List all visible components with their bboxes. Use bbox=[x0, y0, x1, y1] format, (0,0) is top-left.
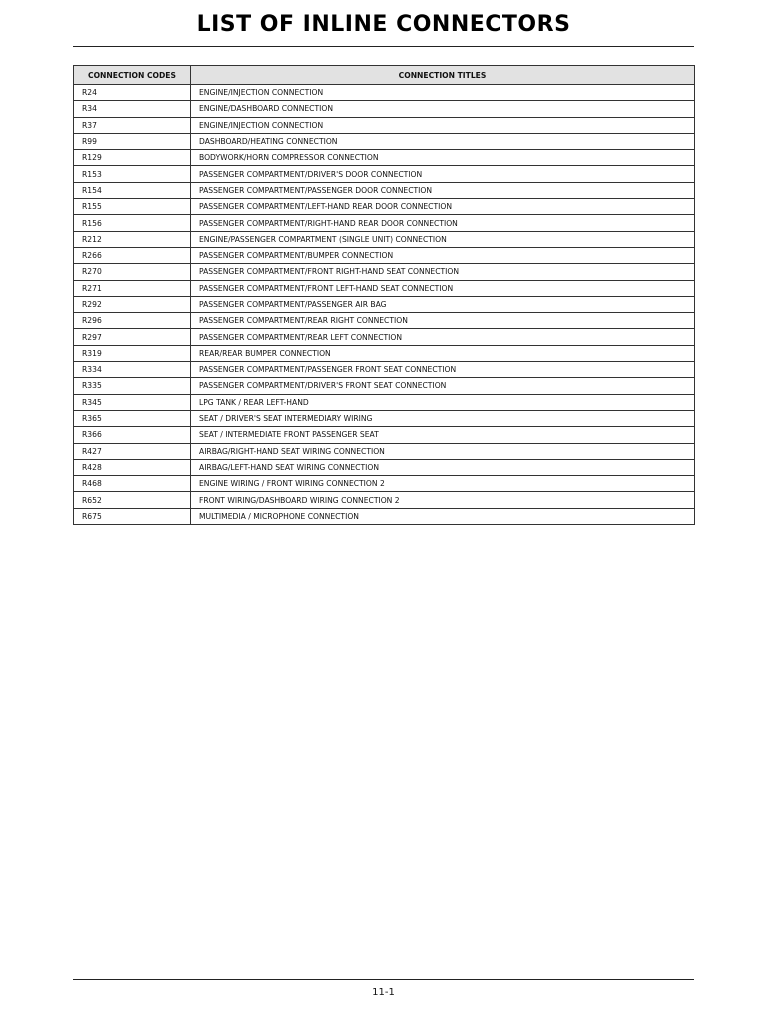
table-row bbox=[74, 117, 695, 133]
table-row bbox=[74, 313, 695, 329]
connection-code-cell: R154 bbox=[74, 182, 191, 198]
connection-title-cell: ENGINE WIRING / FRONT WIRING CONNECTION 2 bbox=[191, 476, 695, 492]
table-row bbox=[74, 166, 695, 182]
connection-code-cell: R24 bbox=[74, 85, 191, 101]
title-divider bbox=[73, 46, 694, 47]
table-row bbox=[74, 150, 695, 166]
connection-title-cell: AIRBAG/LEFT-HAND SEAT WIRING CONNECTION bbox=[191, 459, 695, 475]
connection-code-cell: R212 bbox=[74, 231, 191, 247]
connection-code-cell: R271 bbox=[74, 280, 191, 296]
table-header-row bbox=[74, 66, 695, 85]
table-row bbox=[74, 492, 695, 508]
connection-title-cell: PASSENGER COMPARTMENT/REAR RIGHT CONNECTION bbox=[191, 313, 695, 329]
connection-title-cell: BODYWORK/HORN COMPRESSOR CONNECTION bbox=[191, 150, 695, 166]
table-body bbox=[74, 85, 695, 525]
footer-divider bbox=[73, 979, 694, 980]
page-number: 11-1 bbox=[372, 987, 395, 998]
table-row bbox=[74, 264, 695, 280]
table-row bbox=[74, 459, 695, 475]
connection-code-cell: R37 bbox=[74, 117, 191, 133]
connection-title-cell: PASSENGER COMPARTMENT/LEFT-HAND REAR DOOR CONNECTION bbox=[191, 199, 695, 215]
connection-code-cell: R427 bbox=[74, 443, 191, 459]
connection-code-cell: R297 bbox=[74, 329, 191, 345]
connection-title-cell: PASSENGER COMPARTMENT/FRONT RIGHT-HAND SEAT CONNECTION bbox=[191, 264, 695, 280]
connection-code-cell: R345 bbox=[74, 394, 191, 410]
page-title: LIST OF INLINE CONNECTORS bbox=[196, 12, 571, 37]
table-row bbox=[74, 101, 695, 117]
connection-title-cell: SEAT / INTERMEDIATE FRONT PASSENGER SEAT bbox=[191, 427, 695, 443]
connection-title-cell: PASSENGER COMPARTMENT/RIGHT-HAND REAR DOOR CONNECTION bbox=[191, 215, 695, 231]
connection-title-cell: PASSENGER COMPARTMENT/DRIVER'S FRONT SEAT CONNECTION bbox=[191, 378, 695, 394]
connection-code-cell: R296 bbox=[74, 313, 191, 329]
table-row bbox=[74, 427, 695, 443]
connection-title-cell: PASSENGER COMPARTMENT/DRIVER'S DOOR CONNECTION bbox=[191, 166, 695, 182]
connection-code-cell: R266 bbox=[74, 247, 191, 263]
table-row bbox=[74, 280, 695, 296]
table-row bbox=[74, 215, 695, 231]
connection-title-cell: PASSENGER COMPARTMENT/REAR LEFT CONNECTION bbox=[191, 329, 695, 345]
connection-title-cell: ENGINE/INJECTION CONNECTION bbox=[191, 85, 695, 101]
table-row bbox=[74, 508, 695, 524]
connection-code-cell: R292 bbox=[74, 296, 191, 312]
connection-title-cell: FRONT WIRING/DASHBOARD WIRING CONNECTION 2 bbox=[191, 492, 695, 508]
connection-code-cell: R335 bbox=[74, 378, 191, 394]
connection-code-cell: R34 bbox=[74, 101, 191, 117]
connection-code-cell: R652 bbox=[74, 492, 191, 508]
connection-title-cell: SEAT / DRIVER'S SEAT INTERMEDIARY WIRING bbox=[191, 410, 695, 426]
table-row bbox=[74, 296, 695, 312]
table-row bbox=[74, 85, 695, 101]
connection-title-cell: DASHBOARD/HEATING CONNECTION bbox=[191, 133, 695, 149]
table-header bbox=[74, 66, 695, 85]
connection-code-cell: R156 bbox=[74, 215, 191, 231]
table-row bbox=[74, 362, 695, 378]
table-row bbox=[74, 247, 695, 263]
connection-code-cell: R155 bbox=[74, 199, 191, 215]
table-row bbox=[74, 199, 695, 215]
connection-title-cell: PASSENGER COMPARTMENT/PASSENGER FRONT SEAT CONNECTION bbox=[191, 362, 695, 378]
connection-title-cell: MULTIMEDIA / MICROPHONE CONNECTION bbox=[191, 508, 695, 524]
connection-title-cell: REAR/REAR BUMPER CONNECTION bbox=[191, 345, 695, 361]
column-header-connection-codes: CONNECTION CODES bbox=[74, 66, 191, 85]
connection-code-cell: R366 bbox=[74, 427, 191, 443]
table-row bbox=[74, 378, 695, 394]
connection-code-cell: R319 bbox=[74, 345, 191, 361]
connection-title-cell: ENGINE/DASHBOARD CONNECTION bbox=[191, 101, 695, 117]
connection-code-cell: R468 bbox=[74, 476, 191, 492]
table-row bbox=[74, 329, 695, 345]
connection-title-cell: PASSENGER COMPARTMENT/PASSENGER DOOR CONNECTION bbox=[191, 182, 695, 198]
table-row bbox=[74, 345, 695, 361]
connection-code-cell: R334 bbox=[74, 362, 191, 378]
table-row bbox=[74, 394, 695, 410]
connection-code-cell: R153 bbox=[74, 166, 191, 182]
connection-code-cell: R675 bbox=[74, 508, 191, 524]
connection-title-cell: ENGINE/PASSENGER COMPARTMENT (SINGLE UNIT) CONNECTION bbox=[191, 231, 695, 247]
connection-title-cell: PASSENGER COMPARTMENT/PASSENGER AIR BAG bbox=[191, 296, 695, 312]
connection-title-cell: ENGINE/INJECTION CONNECTION bbox=[191, 117, 695, 133]
table-row bbox=[74, 231, 695, 247]
connection-title-cell: LPG TANK / REAR LEFT-HAND bbox=[191, 394, 695, 410]
connection-code-cell: R129 bbox=[74, 150, 191, 166]
connector-table bbox=[73, 65, 695, 525]
column-header-connection-titles: CONNECTION TITLES bbox=[191, 66, 695, 85]
connection-title-cell: PASSENGER COMPARTMENT/FRONT LEFT-HAND SEAT CONNECTION bbox=[191, 280, 695, 296]
table-row bbox=[74, 443, 695, 459]
table-row bbox=[74, 182, 695, 198]
table-row bbox=[74, 133, 695, 149]
connection-code-cell: R99 bbox=[74, 133, 191, 149]
connection-code-cell: R428 bbox=[74, 459, 191, 475]
connection-code-cell: R365 bbox=[74, 410, 191, 426]
table-row bbox=[74, 410, 695, 426]
table-row bbox=[74, 476, 695, 492]
connection-title-cell: AIRBAG/RIGHT-HAND SEAT WIRING CONNECTION bbox=[191, 443, 695, 459]
connection-title-cell: PASSENGER COMPARTMENT/BUMPER CONNECTION bbox=[191, 247, 695, 263]
connection-code-cell: R270 bbox=[74, 264, 191, 280]
